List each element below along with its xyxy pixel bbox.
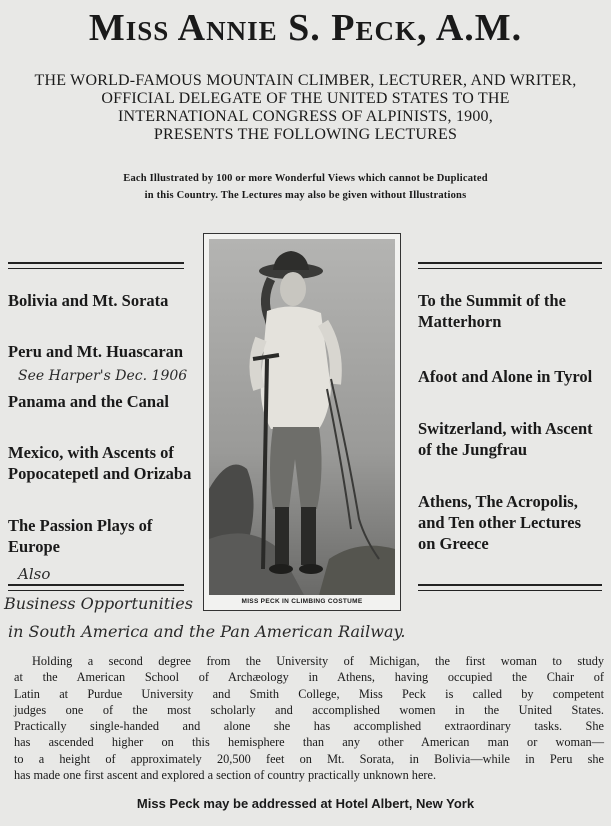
climber-illustration [209, 239, 395, 595]
divider-rule-left-top [8, 262, 184, 269]
lecture-item-right: Athens, The Acropolis, and Ten other Lectures on Greece [418, 492, 582, 553]
page-title: Miss Annie S. Peck, A.M. [88, 7, 523, 49]
lecture-item-left: Panama and the Canal [8, 392, 169, 411]
handwritten-business-line1: Business Opportunities [4, 594, 193, 613]
body-line: Latin at Purdue University and Smith College, Miss Peck is called by competent [14, 686, 604, 701]
subtitle-line: PRESENTS THE FOLLOWING LECTURES [153, 126, 458, 143]
subtitle-line: INTERNATIONAL CONGRESS OF ALPINISTS, 1900, [118, 108, 493, 125]
body-line: at the American School of Archæology in Athens, having occupied the Chair of [14, 670, 604, 685]
subtitle-line: THE WORLD-FAMOUS MOUNTAIN CLIMBER, LECTURER, AND WRITER, [34, 72, 577, 89]
divider-rule-right-bottom [418, 584, 602, 591]
lecture-item-left: Mexico, with Ascents of Popocatepetl and Orizaba [8, 443, 192, 483]
lecture-item-right: Switzerland, with Ascent of the Jungfrau [418, 419, 593, 459]
portrait-photo [209, 239, 395, 595]
body-line: Practically single-handed and alone she has accomplished extraordinary tasks. She [14, 719, 604, 734]
divider-rule-right-top [418, 262, 602, 269]
handwritten-also: Also [18, 565, 51, 583]
note-line: Each Illustrated by 100 or more Wonderful Views which cannot be Duplicated [123, 173, 488, 184]
body-line: has ascended higher on this hemisphere than any other American man or woman— [14, 735, 604, 750]
portrait-photo-frame [203, 233, 401, 611]
lecture-item-left: The Passion Plays of Europe [8, 516, 153, 556]
lecture-item-left: Peru and Mt. Huascaran [8, 342, 184, 361]
lecture-item-right: Afoot and Alone in Tyrol [418, 367, 593, 386]
handwritten-business-line2: in South America and the Pan American Railway. [8, 622, 406, 641]
illustration-note [0, 170, 611, 204]
handwritten-harpers-note: See Harper's Dec. 1906 [18, 368, 188, 384]
subtitle-line: OFFICIAL DELEGATE OF THE UNITED STATES TO THE [101, 90, 510, 107]
body-line: has made one first ascent and explored a section of country practically unknown here. [14, 768, 437, 783]
subtitle-block [0, 72, 611, 144]
contact-address: Miss Peck may be addressed at Hotel Albert, New York [136, 796, 475, 811]
lecture-item-left: Bolivia and Mt. Sorata [8, 291, 169, 310]
biography-paragraph [14, 653, 604, 783]
body-line: Holding a second degree from the University of Michigan, the first woman to study [32, 654, 604, 668]
lecture-item-right: To the Summit of the Matterhorn [418, 291, 566, 331]
body-line: judges one of the most scholarly and accomplished women in the United States. [14, 702, 604, 717]
note-line: in this Country. The Lectures may also be given without Illustrations [144, 190, 467, 201]
divider-rule-left-bottom [8, 584, 184, 591]
body-line: to a height of approximately 20,500 feet on Mt. Sorata, in Bolivia—while in Peru she [14, 751, 604, 766]
photo-caption: MISS PECK IN CLIMBING COSTUME [241, 598, 363, 605]
